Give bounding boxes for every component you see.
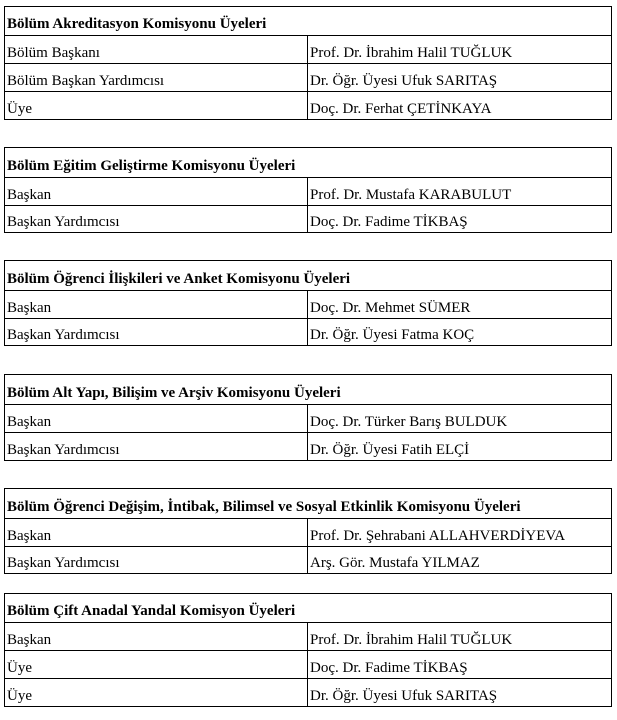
committee-table-cift-anadal [4,593,612,707]
committee-title: Bölüm Öğrenci İlişkileri ve Anket Komisyonu Üyeleri [5,261,612,291]
member-role: Bölüm Başkan Yardımcısı [5,64,308,92]
member-name: Doç. Dr. Fadime TİKBAŞ [308,206,612,233]
member-role: Başkan [5,291,308,319]
committee-title: Bölüm Öğrenci Değişim, İntibak, Bilimsel ve Sosyal Etkinlik Komisyonu Üyeleri [5,489,612,519]
member-role: Başkan Yardımcısı [5,206,308,233]
member-name: Dr. Öğr. Üyesi Ufuk SARITAŞ [308,679,612,707]
member-role: Bölüm Başkanı [5,36,308,64]
member-role: Başkan [5,623,308,651]
committee-table-akreditasyon [4,6,612,120]
member-role: Başkan [5,405,308,433]
member-name: Doç. Dr. Mehmet SÜMER [308,291,612,319]
member-name: Prof. Dr. İbrahim Halil TUĞLUK [308,36,612,64]
member-name: Doç. Dr. Türker Barış BULDUK [308,405,612,433]
member-role: Başkan Yardımcısı [5,319,308,346]
member-role: Başkan Yardımcısı [5,547,308,574]
member-name: Doç. Dr. Fadime TİKBAŞ [308,651,612,679]
committee-table-ogrenci-degisim [4,488,612,574]
member-name: Dr. Öğr. Üyesi Fatma KOÇ [308,319,612,346]
member-name: Doç. Dr. Ferhat ÇETİNKAYA [308,92,612,120]
member-name: Prof. Dr. Mustafa KARABULUT [308,178,612,206]
committee-table-ogrenci-iliskileri [4,260,612,346]
member-role: Üye [5,651,308,679]
member-role: Başkan [5,178,308,206]
member-name: Dr. Öğr. Üyesi Fatih ELÇİ [308,433,612,461]
member-name: Dr. Öğr. Üyesi Ufuk SARITAŞ [308,64,612,92]
committee-title: Bölüm Akreditasyon Komisyonu Üyeleri [5,7,612,36]
committee-title: Bölüm Eğitim Geliştirme Komisyonu Üyeleri [5,148,612,178]
member-name: Prof. Dr. İbrahim Halil TUĞLUK [308,623,612,651]
member-role: Başkan [5,519,308,547]
member-role: Üye [5,679,308,707]
committee-title: Bölüm Alt Yapı, Bilişim ve Arşiv Komisyonu Üyeleri [5,375,612,405]
committee-title: Bölüm Çift Anadal Yandal Komisyon Üyeleri [5,594,612,623]
member-name: Prof. Dr. Şehrabani ALLAHVERDİYEVA [308,519,612,547]
committee-table-egitim-gelistirme [4,147,612,233]
member-role: Başkan Yardımcısı [5,433,308,461]
member-role: Üye [5,92,308,120]
committee-table-alt-yapi [4,374,612,461]
member-name: Arş. Gör. Mustafa YILMAZ [308,547,612,574]
